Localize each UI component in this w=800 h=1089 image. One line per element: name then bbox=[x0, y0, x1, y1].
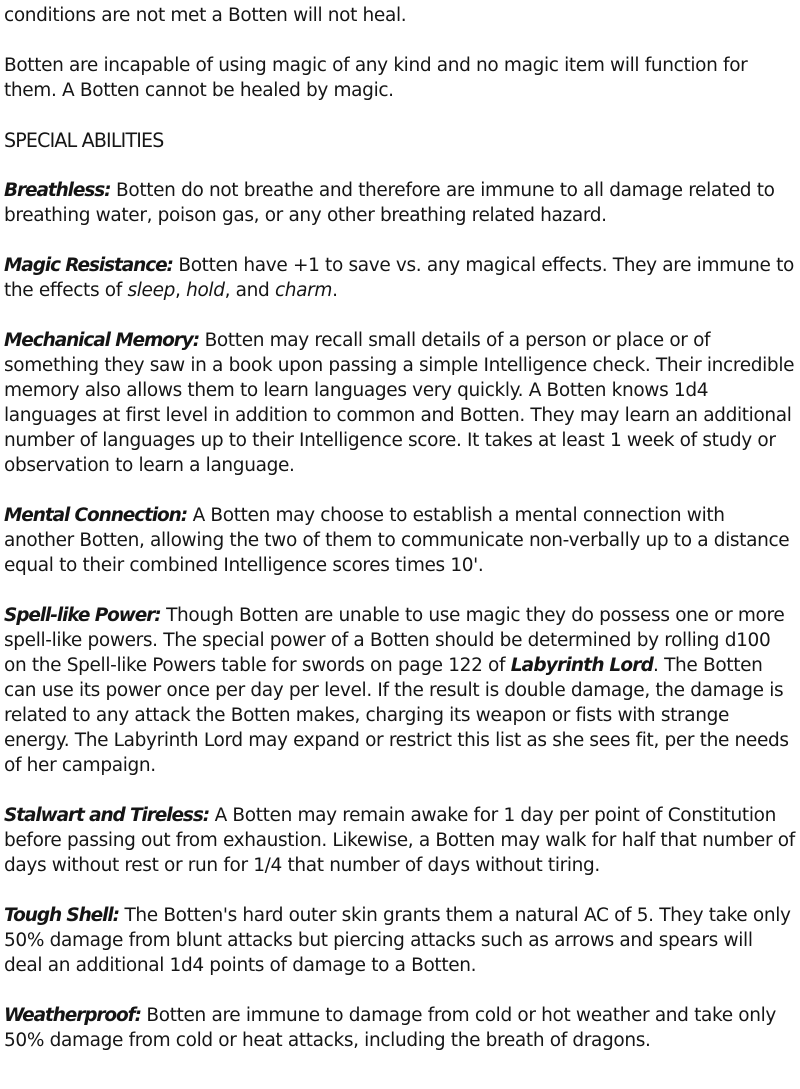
separator: , bbox=[175, 280, 181, 301]
ability-mechanical-memory bbox=[4, 328, 796, 478]
ability-name: Magic Resistance: bbox=[4, 255, 173, 276]
ability-name: Mental Connection: bbox=[4, 505, 188, 526]
ability-stalwart-and-tireless bbox=[4, 803, 796, 878]
ability-name: Weatherproof: bbox=[4, 1005, 141, 1026]
spell-sleep: sleep bbox=[127, 280, 175, 301]
ability-name: Mechanical Memory: bbox=[4, 330, 200, 351]
ability-description: Botten may recall small details of a person or place or of something they saw in a book upon passing a simple Intelligence check. Their incredible memory also allows them to learn languages very quickly. A Botten knows 1d4 languages at first level in addition to common and Botten. They may learn an additional number of languages up to their Intelligence score. It takes at least 1 week of study or observation to learn a language. bbox=[4, 330, 795, 476]
ability-name: Tough Shell: bbox=[4, 905, 119, 926]
ability-description: Botten have +1 to save vs. any magical effects. They are immune to the effects of bbox=[4, 255, 794, 301]
ability-name: Stalwart and Tireless: bbox=[4, 805, 210, 826]
intro-text-1: conditions are not met a Botten will not heal. bbox=[4, 5, 407, 26]
ability-magic-resistance bbox=[4, 253, 796, 303]
ability-breathless bbox=[4, 178, 796, 228]
ability-name: Breathless: bbox=[4, 180, 111, 201]
section-heading: SPECIAL ABILITIES bbox=[4, 129, 164, 153]
ability-description-continued: . The Botten can use its power once per day per level. If the result is double damage, the damage is related to any attack the Botten makes, charging its weapon or fists with strange energy. The Labyrinth Lord may expand or restrict this list as she sees fit, per the needs of her campaign. bbox=[4, 655, 789, 776]
ability-description: The Botten's hard outer skin grants them a natural AC of 5. They take only 50% damage from blunt attacks but piercing attacks such as arrows and spears will deal an additional 1d4 points of damage to a Botten. bbox=[4, 905, 791, 976]
intro-paragraph-2 bbox=[4, 53, 796, 103]
separator: , and bbox=[224, 280, 270, 301]
ability-description: A Botten may choose to establish a mental connection with another Botten, allowing the two of them to communicate non-verbally up to a distance equal to their combined Intelligence scores times 10'. bbox=[4, 505, 790, 576]
ability-spell-like-power bbox=[4, 603, 796, 778]
ability-description: A Botten may remain awake for 1 day per point of Constitution before passing out from exhaustion. Likewise, a Botten may walk for half that number of days without rest or run for 1/4 that number of days without tiring. bbox=[4, 805, 795, 876]
ability-tough-shell bbox=[4, 903, 796, 978]
ability-mental-connection bbox=[4, 503, 796, 578]
ability-description: Though Botten are unable to use magic they do possess one or more spell-like powers. The special power of a Botten should be determined by rolling d100 on the Spell-like Powers table for swords on page 122 of bbox=[4, 605, 785, 676]
spell-hold: hold bbox=[186, 280, 225, 301]
ability-name: Spell-like Power: bbox=[4, 605, 161, 626]
book-title: Labyrinth Lord bbox=[510, 655, 654, 676]
ability-weatherproof bbox=[4, 1003, 796, 1053]
intro-text-2: Botten are incapable of using magic of any kind and no magic item will function for them. A Botten cannot be healed by magic. bbox=[4, 55, 748, 101]
spell-charm: charm bbox=[274, 280, 333, 301]
sentence-end: . bbox=[332, 280, 338, 301]
ability-description: Botten do not breathe and therefore are immune to all damage related to breathing water, poison gas, or any other breathing related hazard. bbox=[4, 180, 775, 226]
intro-paragraph-1 bbox=[4, 3, 796, 28]
document-page bbox=[4, 3, 796, 1078]
ability-description: Botten are immune to damage from cold or hot weather and take only 50% damage from cold or heat attacks, including the breath of dragons. bbox=[4, 1005, 776, 1051]
